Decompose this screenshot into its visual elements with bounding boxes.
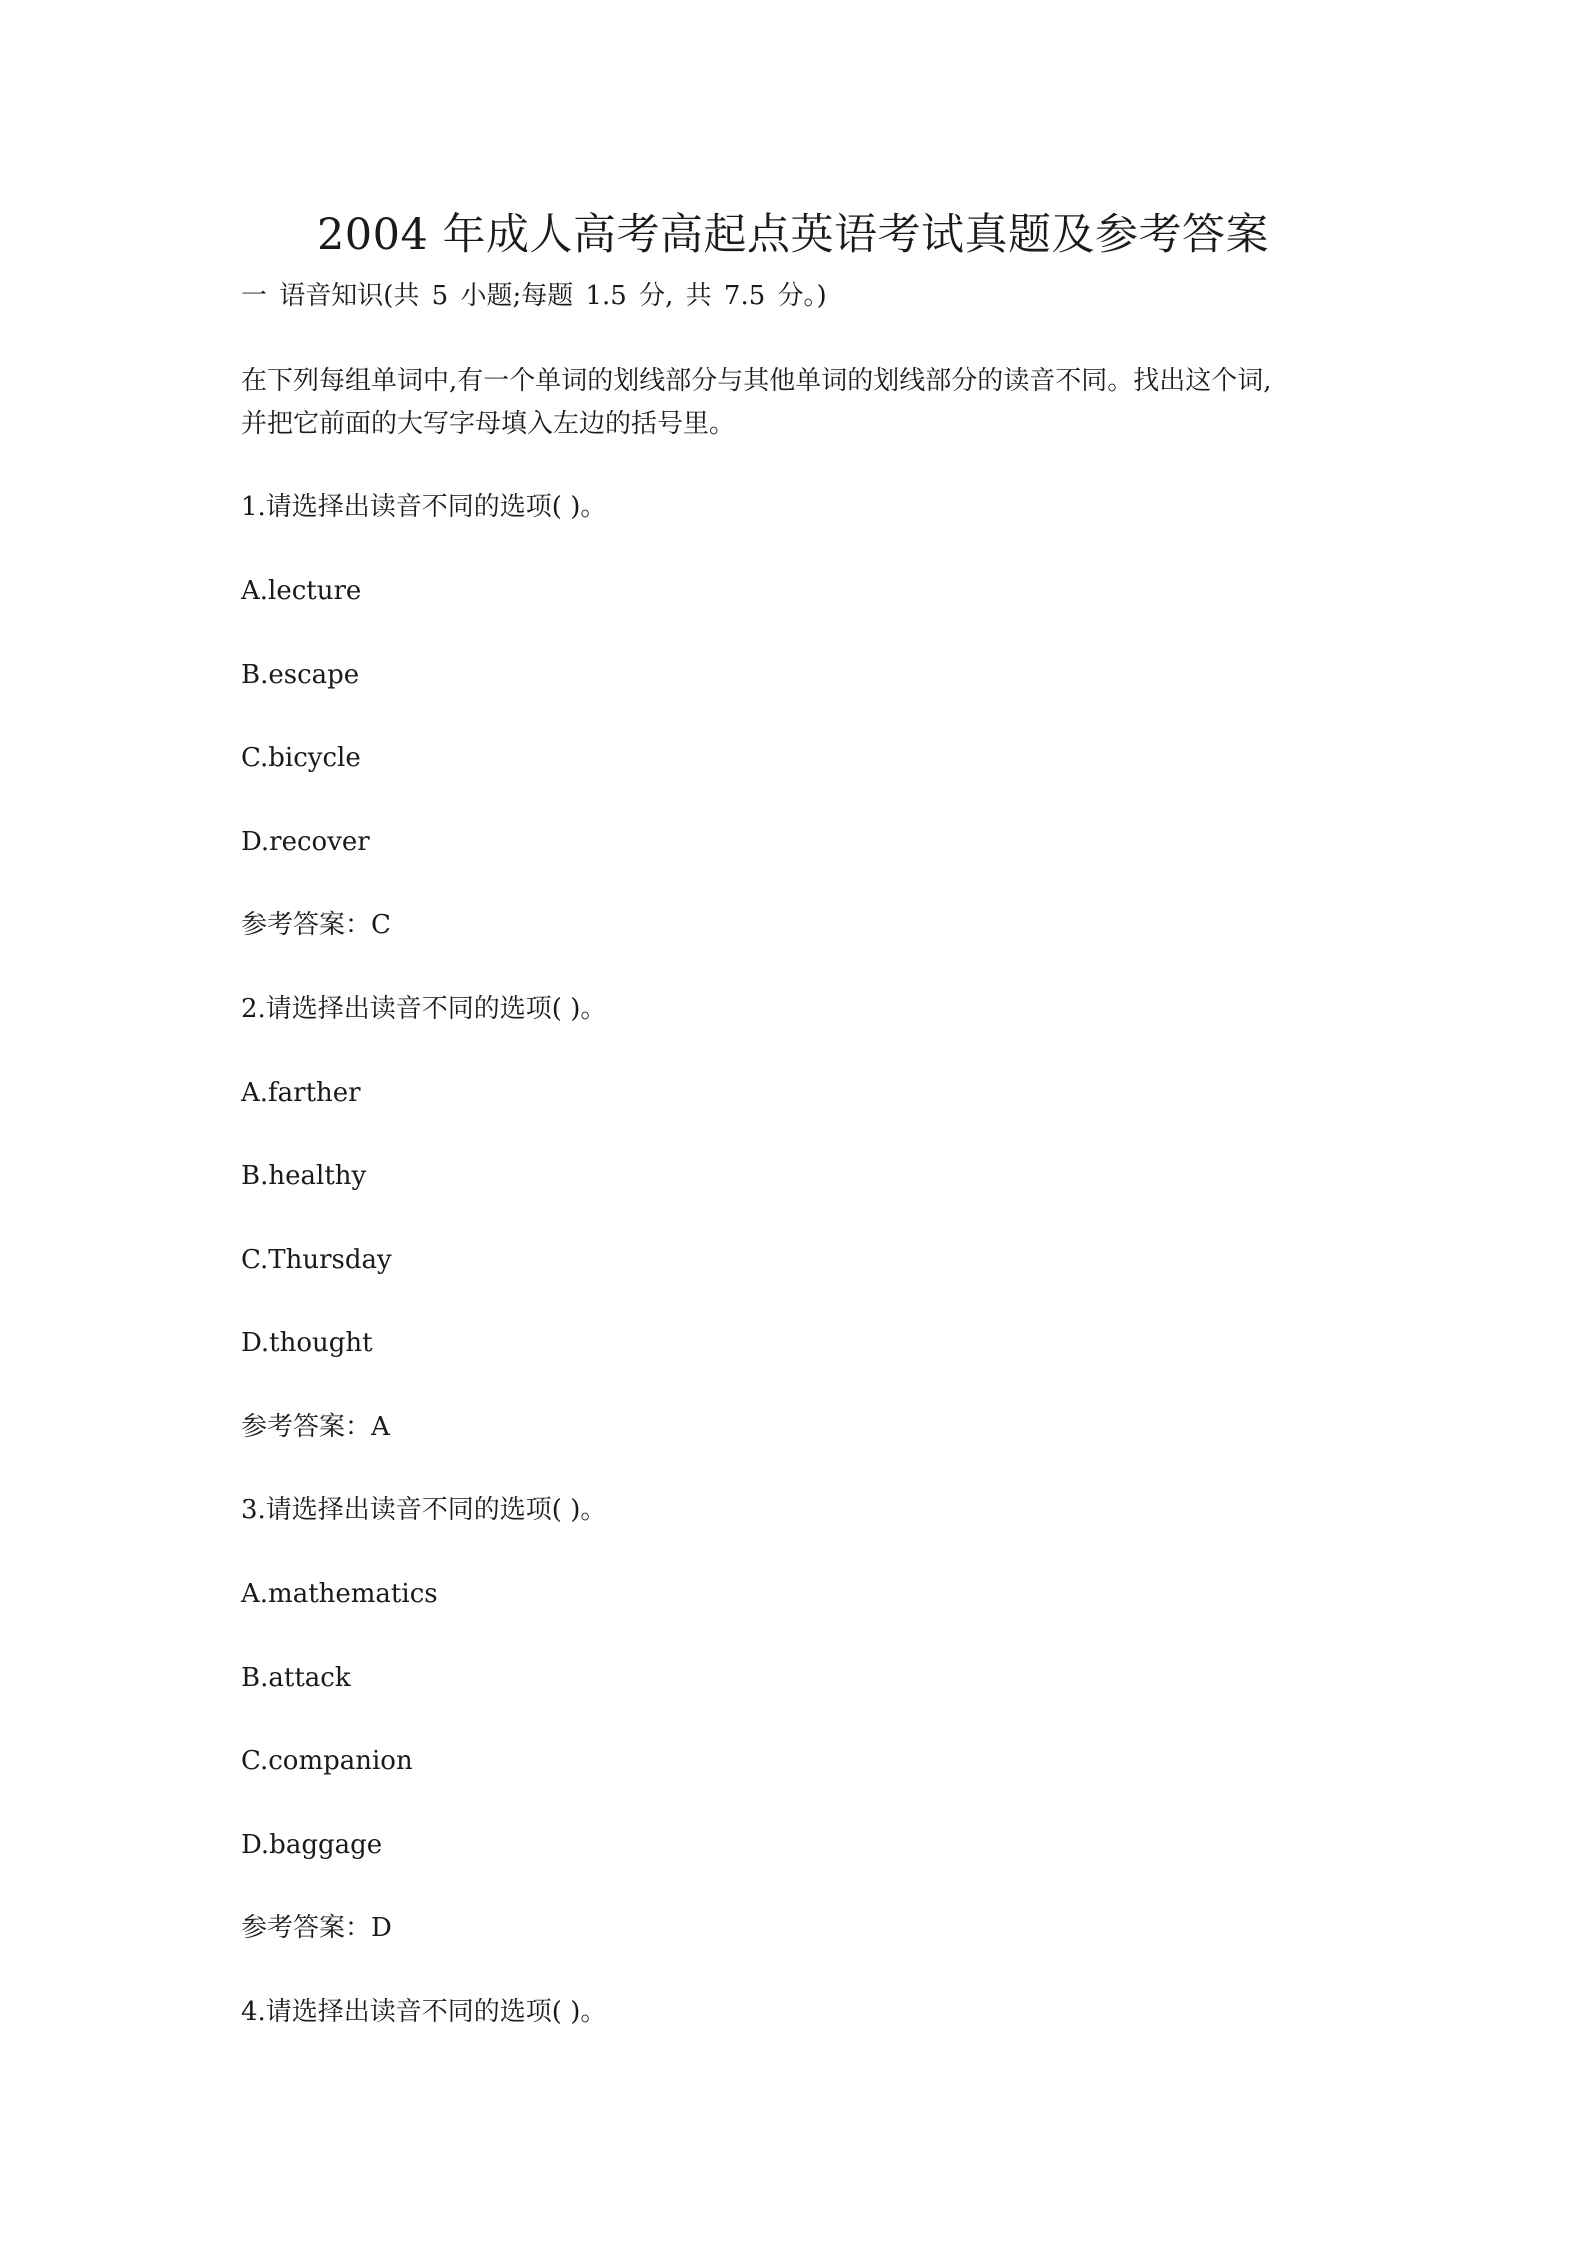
- question-2-option-b: B.healthy: [241, 1161, 367, 1191]
- section-heading: 一 语音知识(共 5 小题;每题 1.5 分, 共 7.5 分。): [241, 281, 827, 311]
- question-1-answer: 参考答案：C: [241, 910, 391, 940]
- question-3-prompt: 3.请选择出读音不同的选项( )。: [241, 1495, 607, 1525]
- document-title: 2004 年成人高考高起点英语考试真题及参考答案: [316, 210, 1270, 260]
- question-2-prompt: 2.请选择出读音不同的选项( )。: [241, 994, 607, 1024]
- instruction-line-2: 并把它前面的大写字母填入左边的括号里。: [241, 409, 736, 439]
- question-3-option-a: A.mathematics: [241, 1579, 438, 1609]
- question-1-option-c: C.bicycle: [241, 743, 361, 773]
- question-2-option-c: C.Thursday: [241, 1245, 392, 1275]
- question-4-prompt: 4.请选择出读音不同的选项( )。: [241, 1997, 607, 2027]
- question-1-prompt: 1.请选择出读音不同的选项( )。: [241, 492, 607, 522]
- question-2-option-a: A.farther: [241, 1078, 361, 1108]
- question-3-option-d: D.baggage: [241, 1830, 383, 1860]
- question-2-answer: 参考答案：A: [241, 1412, 390, 1442]
- question-3-option-b: B.attack: [241, 1663, 351, 1693]
- question-1-option-b: B.escape: [241, 660, 360, 690]
- question-2-option-d: D.thought: [241, 1328, 373, 1358]
- question-3-answer: 参考答案：D: [241, 1913, 392, 1943]
- question-3-option-c: C.companion: [241, 1746, 413, 1776]
- question-1-option-d: D.recover: [241, 827, 370, 857]
- instruction-line-1: 在下列每组单词中,有一个单词的划线部分与其他单词的划线部分的读音不同。找出这个词,: [241, 366, 1272, 396]
- question-1-option-a: A.lecture: [241, 576, 362, 606]
